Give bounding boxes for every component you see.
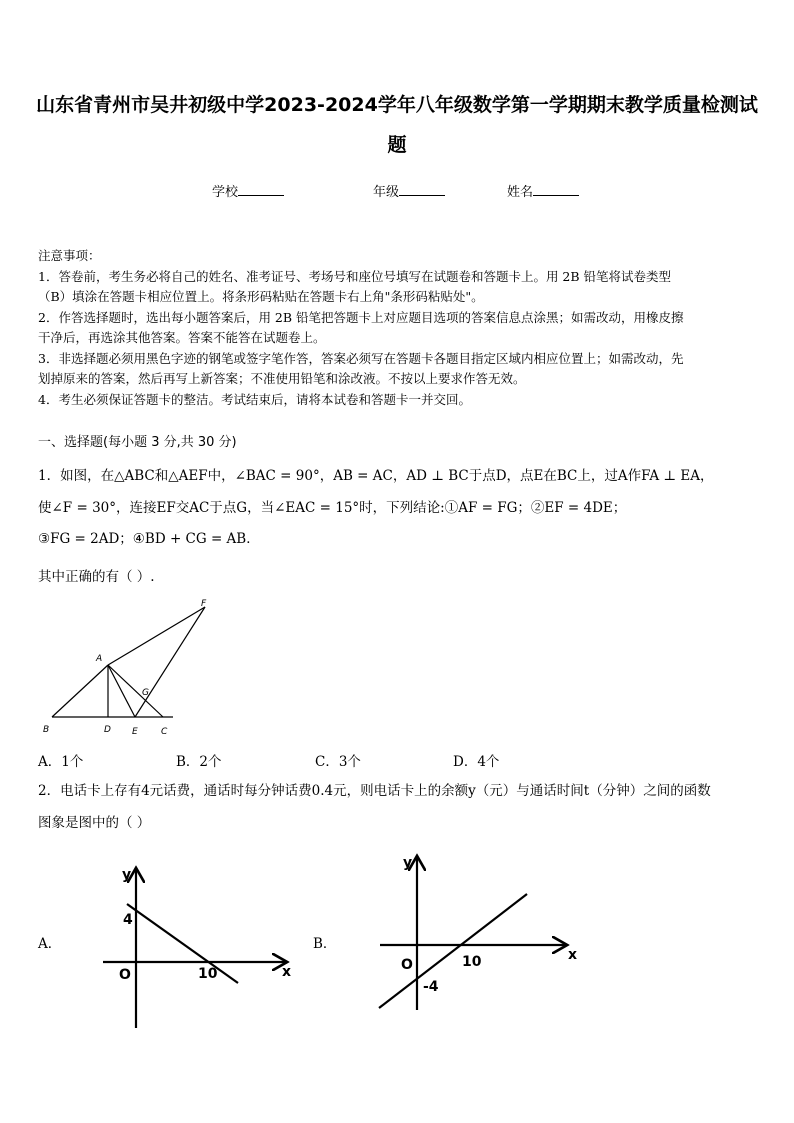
- function-line: [127, 904, 238, 983]
- x-intercept-label: 10: [462, 954, 482, 970]
- notes-line: 3．非选择题必须用黑色字迹的钢笔或签字笔作答，答案必须写在答题卡各题目指定区域内相应位置上；如需改动，先: [38, 350, 684, 366]
- name-field: [507, 181, 579, 200]
- y-intercept-label: 4: [123, 912, 133, 928]
- notes-heading: 注意事项：: [38, 248, 101, 263]
- page-title-cont: 题: [387, 134, 407, 156]
- x-intercept-label: 10: [198, 966, 218, 982]
- grade-field: [373, 181, 445, 200]
- q1-geometry-figure: [35, 595, 225, 740]
- label-b: B: [43, 725, 50, 735]
- school-label: 学校: [212, 185, 239, 200]
- q1-option-b: B．2个: [176, 754, 222, 770]
- name-label: 姓名: [507, 185, 534, 200]
- q2-option-a-label: A．: [38, 936, 62, 952]
- origin-label: O: [119, 967, 131, 983]
- segment-ae: [108, 665, 135, 717]
- name-blank: [533, 183, 579, 196]
- y-axis-label: y: [403, 855, 413, 871]
- segment-ac: [108, 665, 163, 717]
- label-e: E: [132, 727, 138, 737]
- q2-line2: 图象是图中的（ ）: [38, 815, 151, 831]
- segment-fe: [135, 607, 205, 717]
- school-field: [212, 181, 284, 200]
- notes-line: 划掉原来的答案，然后再写上新答案；不准使用铅笔和涂改液。不按以上要求作答无效。: [38, 371, 526, 386]
- y-axis-label: y: [122, 867, 132, 883]
- label-f: F: [201, 599, 207, 609]
- q2-line1: 2．电话卡上存有4元话费，通话时每分钟话费0.4元，则电话卡上的余额y（元）与通话时间t（分钟）之间的函数: [38, 783, 711, 799]
- q1-line2: 使∠F = 30°，连接EF交AC于点G，当∠EAC = 15°时，下列结论:①AF = FG；②EF = 4DE；: [38, 500, 627, 516]
- segment-ab: [52, 665, 108, 717]
- q1-line3: ③FG = 2AD；④BD + CG = AB．: [38, 531, 260, 547]
- function-line: [379, 894, 527, 1008]
- label-c: C: [161, 727, 168, 737]
- notes-line: 1．答卷前，考生务必将自己的姓名、准考证号、考场号和座位号填写在试题卷和答题卡上。用 2B 铅笔将试卷类型: [38, 268, 672, 284]
- q1-option-d: D．4个: [453, 754, 500, 770]
- section-heading: 一、选择题(每小题 3 分,共 30 分): [38, 435, 237, 450]
- grade-blank: [399, 183, 445, 196]
- q2-graph-a: [95, 860, 305, 1035]
- q1-option-a: A．1个: [38, 754, 84, 770]
- x-axis-label: x: [282, 964, 292, 980]
- label-a: A: [96, 654, 103, 664]
- label-g: G: [142, 688, 149, 698]
- segment-af: [108, 607, 205, 665]
- label-d: D: [104, 725, 111, 735]
- notes-line: 4．考生必须保证答题卡的整洁。考试结束后，请将本试卷和答题卡一并交回。: [38, 391, 471, 407]
- q1-line4: 其中正确的有（ ）.: [38, 569, 155, 585]
- page-title: 山东省青州市吴井初级中学2023-2024学年八年级数学第一学期期末教学质量检测试: [36, 94, 758, 116]
- q2-option-b-label: B．: [313, 936, 337, 952]
- notes-line: （B）填涂在答题卡相应位置上。将条形码粘贴在答题卡右上角"条形码粘贴处"。: [38, 289, 484, 304]
- origin-label: O: [401, 957, 413, 973]
- notes-block: [38, 246, 758, 410]
- x-axis-label: x: [568, 947, 578, 963]
- y-intercept-label: -4: [423, 979, 439, 995]
- grade-label: 年级: [373, 185, 400, 200]
- school-blank: [238, 183, 284, 196]
- notes-line: 2．作答选择题时，选出每小题答案后，用 2B 铅笔把答题卡上对应题目选项的答案信息点涂黑；如需改动，用橡皮擦: [38, 309, 684, 325]
- notes-line: 干净后，再选涂其他答案。答案不能答在试题卷上。: [38, 330, 326, 345]
- q2-graph-b: [370, 848, 585, 1013]
- q1-option-c: C．3个: [315, 754, 361, 770]
- q1-line1: 1．如图，在△ABC和△AEF中，∠BAC = 90°，AB = AC，AD ⊥ BC于点D，点E在BC上，过A作FA ⊥ EA，: [38, 468, 714, 484]
